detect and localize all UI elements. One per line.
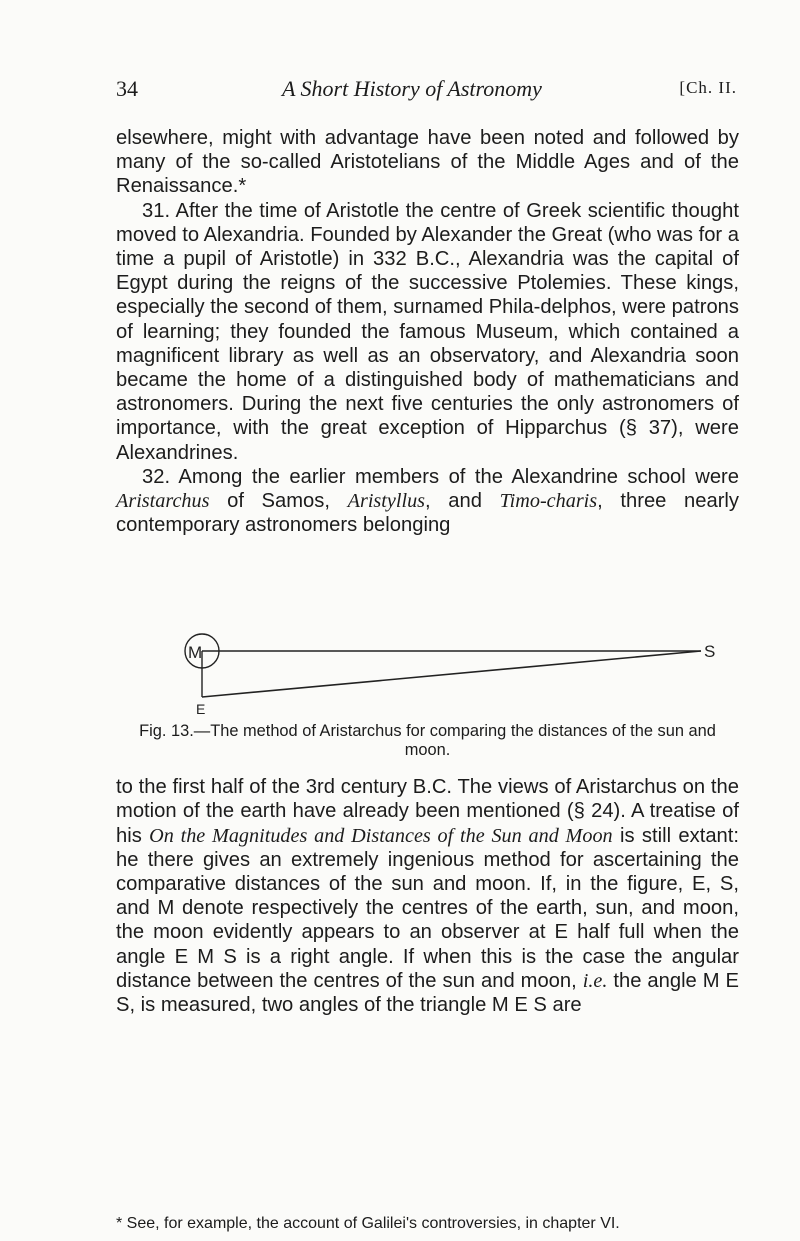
figure-13-diagram: [116, 610, 739, 724]
running-title: A Short History of Astronomy: [282, 76, 542, 101]
paragraph-continued: elsewhere, might with advantage have been noted and followed by many of the so-called Aristotelians of the Middle Ages and of the Renaissance.*: [116, 127, 739, 198]
paragraph-32-continued: to the first half of the 3rd century B.C. The views of Aristarchus on the motion of the earth have already been mentioned (§ 24). A treatise of his On the Magnitudes and Distances of the Sun and Moon is still extant: he there gives an extremely ingenious method for ascertaining the comparative distances of the sun and moon. If, in the figure, E, S, and M denote respectively the centres of the earth, sun, and moon, the moon evidently appears to an observer at E half full when the angle E M S is a right angle. If when this is the case the angular distance between the centres of the sun and moon, i.e. the angle M E S, is measured, two angles of the triangle M E S are: [116, 776, 739, 1017]
footnote: * See, for example, the account of Galilei's controversies, in chapter VI.: [116, 1215, 620, 1232]
body-text-bottom: [116, 755, 739, 1037]
sun-label: S: [704, 642, 716, 661]
body-text-top: [116, 126, 739, 537]
moon-label: M: [188, 643, 203, 662]
earth-label: E: [196, 701, 206, 717]
earth-sun-line: [202, 651, 701, 697]
page-number: 34: [116, 76, 138, 101]
figure-caption: Fig. 13.—The method of Aristarchus for comparing the distances of the sun and moon.: [139, 722, 716, 759]
paragraph-32: 32. Among the earlier members of the Alexandrine school were Aristarchus of Samos, Aristyllus, and Timo-charis, three nearly contemporary astronomers belonging: [116, 465, 740, 537]
paragraph-31: 31. After the time of Aristotle the centre of Greek scientific thought moved to Alexandria. Founded by Alexander the Great (who was for a time a pupil of Aristotle) in 332 B.C., Alexandria was the capital of Egypt during the reigns of the successive Ptolemies. These kings, especially the second of them, surnamed Phila-delphos, were patrons of learning; they founded the famous Museum, which contained a magnificent library as well as an observatory, and Alexandria soon became the home of a distinguished body of mathematicians and astronomers. During the next five centuries the only astronomers of importance, with the great exception of Hipparchus (§ 37), were Alexandrines.: [116, 199, 739, 464]
chapter-label: [Ch. II.: [679, 78, 737, 97]
running-header: [116, 76, 739, 108]
